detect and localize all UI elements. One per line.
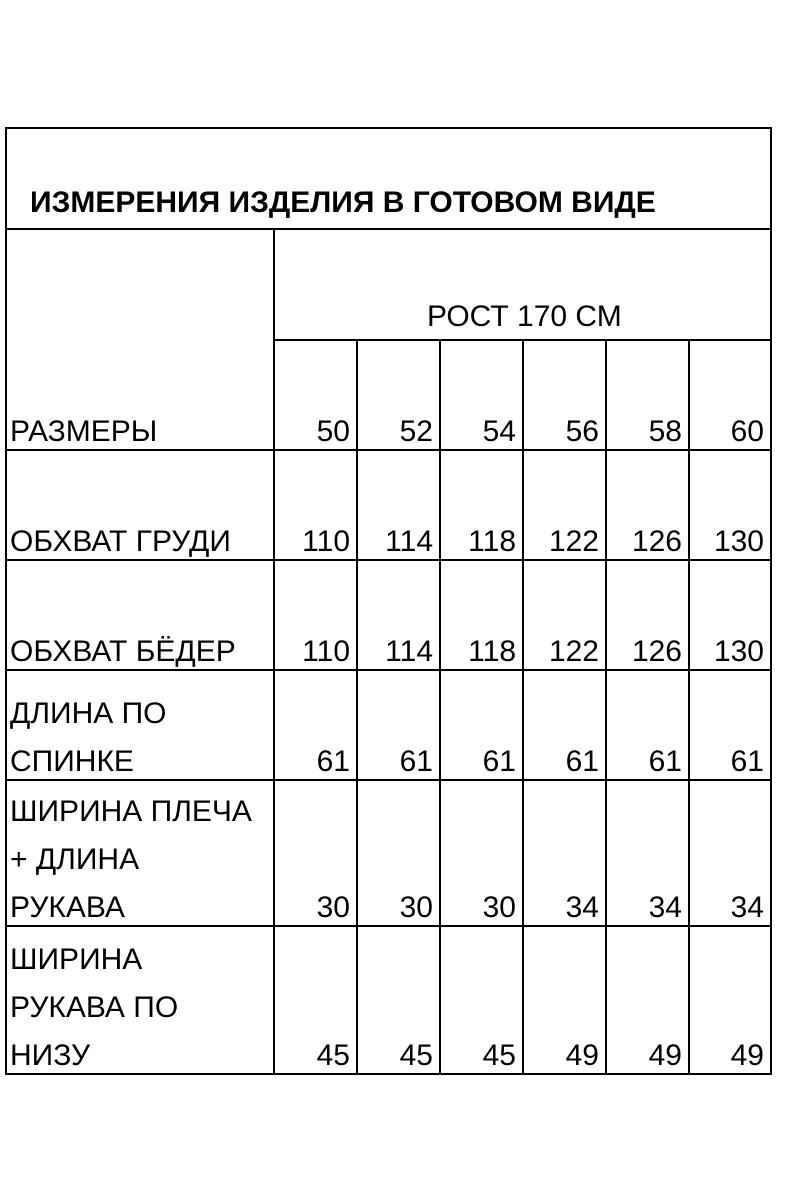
table-cell-value: 30 xyxy=(482,891,516,924)
table-cell-value: 30 xyxy=(316,891,350,924)
table-cell-value: 49 xyxy=(730,1039,764,1072)
row-divider xyxy=(5,449,770,451)
table-cell-value: 49 xyxy=(565,1039,599,1072)
table-cell-value: 130 xyxy=(713,525,764,558)
size-column-divider xyxy=(605,339,607,1073)
table-cell-value: 61 xyxy=(648,745,682,778)
table-cell-value: 130 xyxy=(713,635,764,668)
title-divider xyxy=(5,228,770,230)
row-label-line: РУКАВА xyxy=(10,891,125,924)
table-cell-value: 61 xyxy=(316,745,350,778)
row-label-line: ОБХВАТ ГРУДИ xyxy=(10,525,231,558)
table-border-bottom xyxy=(5,1073,772,1075)
table-cell-value: 58 xyxy=(648,415,682,448)
table-cell-value: 126 xyxy=(631,635,682,668)
row-label-line: ОБХВАТ БЁДЕР xyxy=(10,635,236,668)
table-cell-value: 45 xyxy=(316,1039,350,1072)
row-label-line: ШИРИНА xyxy=(10,943,143,976)
table-cell-value: 61 xyxy=(730,745,764,778)
table-cell-value: 122 xyxy=(548,525,599,558)
size-column-divider xyxy=(522,339,524,1073)
row-label-line: РАЗМЕРЫ xyxy=(10,415,158,448)
table-cell-value: 45 xyxy=(482,1039,516,1072)
table-cell-value: 54 xyxy=(482,415,516,448)
table-cell-value: 30 xyxy=(399,891,433,924)
row-label-line: НИЗУ xyxy=(10,1039,91,1072)
table-cell-value: 50 xyxy=(316,415,350,448)
table-cell-value: 114 xyxy=(385,525,433,558)
table-border-right xyxy=(770,127,772,1075)
size-column-divider xyxy=(688,339,690,1073)
table-border-top xyxy=(5,127,772,129)
table-cell-value: 45 xyxy=(399,1039,433,1072)
table-cell-value: 110 xyxy=(302,635,350,668)
table-cell-value: 52 xyxy=(399,415,433,448)
row-label-line: РУКАВА ПО xyxy=(10,991,179,1024)
row-divider xyxy=(5,925,770,927)
table-cell-value: 61 xyxy=(399,745,433,778)
row-label-line: + ДЛИНА xyxy=(10,843,140,876)
row-divider xyxy=(5,779,770,781)
table-cell-value: 60 xyxy=(730,415,764,448)
table-cell-value: 126 xyxy=(631,525,682,558)
table-cell-value: 110 xyxy=(302,525,350,558)
height-label: РОСТ 170 СМ xyxy=(427,300,622,333)
table-cell-value: 61 xyxy=(482,745,516,778)
table-cell-value: 49 xyxy=(648,1039,682,1072)
row-divider xyxy=(5,669,770,671)
row-divider xyxy=(5,559,770,561)
size-column-divider xyxy=(439,339,441,1073)
table-cell-value: 114 xyxy=(385,635,433,668)
table-cell-value: 118 xyxy=(468,635,516,668)
table-cell-value: 56 xyxy=(565,415,599,448)
size-column-divider xyxy=(356,339,358,1073)
table-cell-value: 34 xyxy=(648,891,682,924)
table-cell-value: 61 xyxy=(565,745,599,778)
table-cell-value: 34 xyxy=(730,891,764,924)
table-cell-value: 34 xyxy=(565,891,599,924)
table-cell-value: 118 xyxy=(468,525,516,558)
table-cell-value: 122 xyxy=(548,635,599,668)
row-label-line: ШИРИНА ПЛЕЧА xyxy=(10,795,252,828)
row-label-line: ДЛИНА ПО xyxy=(10,697,167,730)
row-label-line: СПИНКЕ xyxy=(10,745,134,778)
table-title: ИЗМЕРЕНИЯ ИЗДЕЛИЯ В ГОТОВОМ ВИДЕ xyxy=(30,186,656,219)
table-border-left xyxy=(5,127,7,1075)
